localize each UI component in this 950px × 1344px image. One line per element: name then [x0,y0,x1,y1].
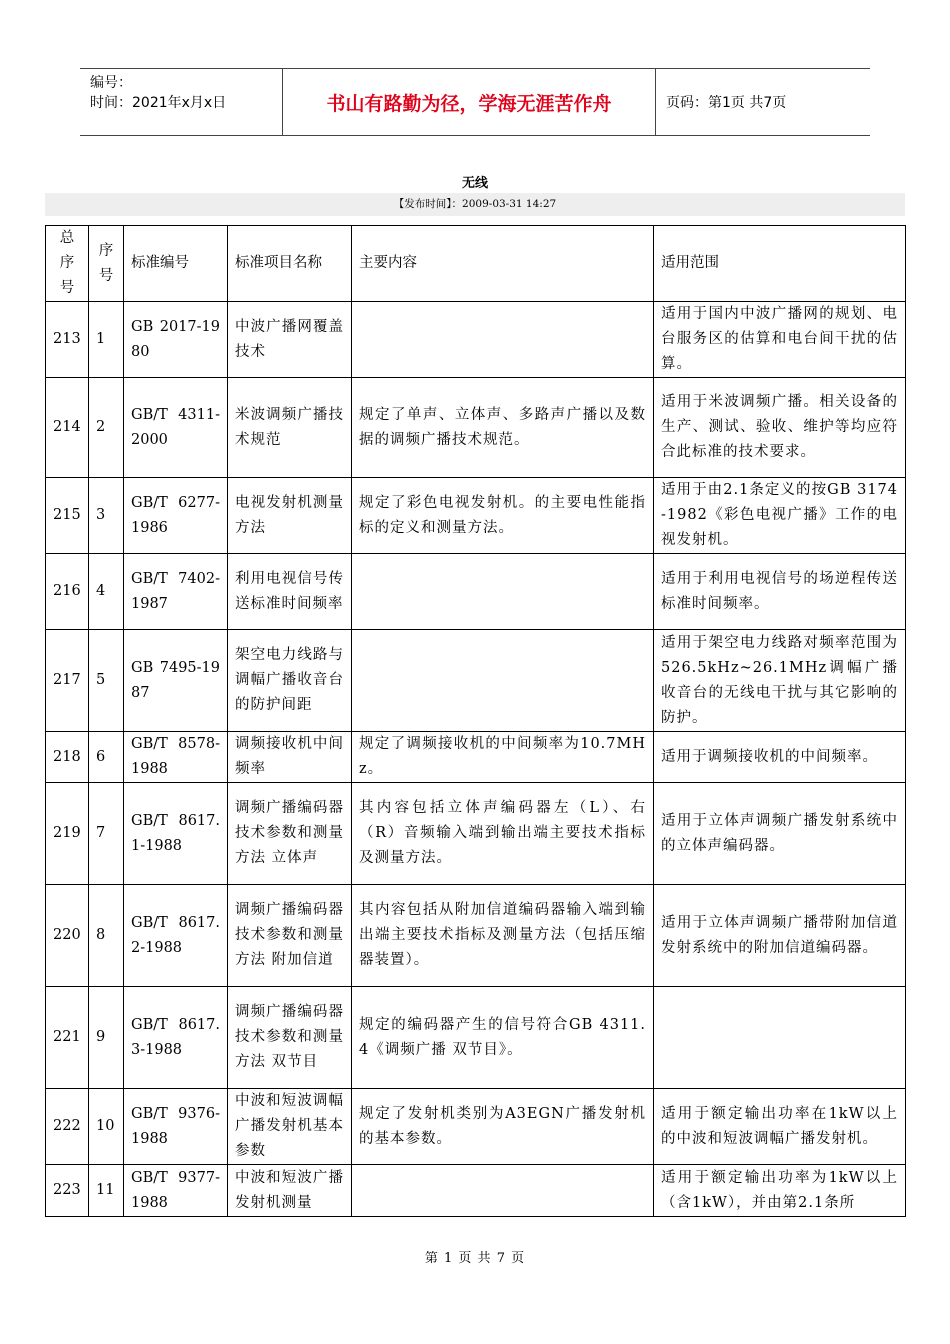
cell-total-seq: 214 [46,378,89,478]
cell-seq: 5 [89,630,124,732]
cell-name: 中波和短波调幅广播发射机基本参数 [228,1089,352,1165]
cell-content: 规定了单声、立体声、多路声广播以及数据的调频广播技术规范。 [352,378,654,478]
cell-content: 规定了发射机类别为A3EGN广播发射机的基本参数。 [352,1089,654,1165]
cell-code: GB 2017-1980 [124,302,228,378]
time-label: 时间：2021年x月x日 [90,95,227,111]
header-meta [80,69,282,135]
cell-name: 调频接收机中间频率 [228,732,352,783]
table-row [46,1165,906,1217]
cell-seq: 7 [89,783,124,885]
cell-content: 规定了彩色电视发射机。的主要电性能指标的定义和测量方法。 [352,478,654,554]
cell-seq: 9 [89,987,124,1089]
header-content: 主要内容 [352,226,654,302]
header-total-seq: 总序号 [46,226,89,302]
header-slogan: 书山有路勤为径，学海无涯苦作舟 [282,69,656,135]
cell-seq: 11 [89,1165,124,1217]
cell-code: GB/T 8617.3-1988 [124,987,228,1089]
cell-scope: 适用于立体声调频广播发射系统中的立体声编码器。 [654,783,906,885]
table-row [46,1089,906,1165]
cell-name: 电视发射机测量方法 [228,478,352,554]
cell-content: 规定了调频接收机的中间频率为10.7MHz。 [352,732,654,783]
cell-code: GB/T 4311-2000 [124,378,228,478]
cell-scope: 适用于利用电视信号的场逆程传送标准时间频率。 [654,554,906,630]
cell-seq: 6 [89,732,124,783]
cell-scope: 适用于由2.1条定义的按GB 3174-1982《彩色电视广播》工作的电视发射机。 [654,478,906,554]
cell-seq: 1 [89,302,124,378]
table-header-row [46,226,906,302]
cell-seq: 2 [89,378,124,478]
table-row [46,987,906,1089]
page-indicator: 页码：第1页 共7页 [666,95,787,111]
cell-name: 米波调频广播技术规范 [228,378,352,478]
cell-seq: 4 [89,554,124,630]
cell-scope: 适用于额定输出功率为1kW以上（含1kW），并由第2.1条所 [654,1165,906,1217]
header-seq: 序号 [89,226,124,302]
cell-content [352,1165,654,1217]
header-scope: 适用范围 [654,226,906,302]
cell-total-seq: 215 [46,478,89,554]
cell-content: 其内容包括从附加信道编码器输入端到输出端主要技术指标及测量方法（包括压缩器装置）。 [352,885,654,987]
table-row [46,885,906,987]
table-row [46,478,906,554]
document-header [80,68,870,136]
cell-content [352,302,654,378]
cell-seq: 8 [89,885,124,987]
cell-seq: 10 [89,1089,124,1165]
cell-scope: 适用于额定输出功率在1kW以上的中波和短波调幅广播发射机。 [654,1089,906,1165]
cell-total-seq: 213 [46,302,89,378]
cell-name: 调频广播编码器技术参数和测量方法 立体声 [228,783,352,885]
cell-content: 规定的编码器产生的信号符合GB 4311.4《调频广播 双节目》。 [352,987,654,1089]
cell-total-seq: 220 [46,885,89,987]
cell-name: 调频广播编码器技术参数和测量方法 附加信道 [228,885,352,987]
cell-content [352,554,654,630]
table-row [46,783,906,885]
number-label: 编号： [90,75,132,91]
cell-name: 调频广播编码器技术参数和测量方法 双节目 [228,987,352,1089]
cell-total-seq: 218 [46,732,89,783]
cell-name: 架空电力线路与调幅广播收音台的防护间距 [228,630,352,732]
cell-code: GB/T 6277-1986 [124,478,228,554]
table-row [46,630,906,732]
cell-total-seq: 219 [46,783,89,885]
cell-code: GB/T 9377-1988 [124,1165,228,1217]
cell-name: 中波和短波广播发射机测量 [228,1165,352,1217]
table-row [46,378,906,478]
page-title: 无线 [461,176,488,191]
cell-total-seq: 222 [46,1089,89,1165]
cell-content: 其内容包括立体声编码器左（L）、右（R）音频输入端到输出端主要技术指标及测量方法。 [352,783,654,885]
cell-code: GB/T 8617.2-1988 [124,885,228,987]
cell-code: GB/T 8578-1988 [124,732,228,783]
table-row [46,554,906,630]
header-name: 标准项目名称 [228,226,352,302]
cell-scope: 适用于立体声调频广播带附加信道发射系统中的附加信道编码器。 [654,885,906,987]
cell-name: 中波广播网覆盖技术 [228,302,352,378]
cell-seq: 3 [89,478,124,554]
cell-code: GB/T 9376-1988 [124,1089,228,1165]
cell-scope: 适用于架空电力线路对频率范围为526.5kHz~26.1MHz调幅广播收音台的无线电干扰与其它影响的防护。 [654,630,906,732]
standards-table [45,225,906,1217]
cell-content [352,630,654,732]
cell-total-seq: 221 [46,987,89,1089]
cell-total-seq: 223 [46,1165,89,1217]
cell-scope [654,987,906,1089]
cell-scope: 适用于米波调频广播。相关设备的生产、测试、验收、维护等均应符合此标准的技术要求。 [654,378,906,478]
cell-name: 利用电视信号传送标准时间频率 [228,554,352,630]
table-row [46,732,906,783]
cell-scope: 适用于国内中波广播网的规划、电台服务区的估算和电台间干扰的估算。 [654,302,906,378]
cell-code: GB 7495-1987 [124,630,228,732]
cell-total-seq: 217 [46,630,89,732]
cell-code: GB/T 7402-1987 [124,554,228,630]
publish-time: 【发布时间】：2009-03-31 14:27 [45,193,905,216]
page-footer: 第 1 页 共 7 页 [424,1251,526,1266]
header-code: 标准编号 [124,226,228,302]
cell-scope: 适用于调频接收机的中间频率。 [654,732,906,783]
cell-code: GB/T 8617.1-1988 [124,783,228,885]
table-row [46,302,906,378]
cell-total-seq: 216 [46,554,89,630]
